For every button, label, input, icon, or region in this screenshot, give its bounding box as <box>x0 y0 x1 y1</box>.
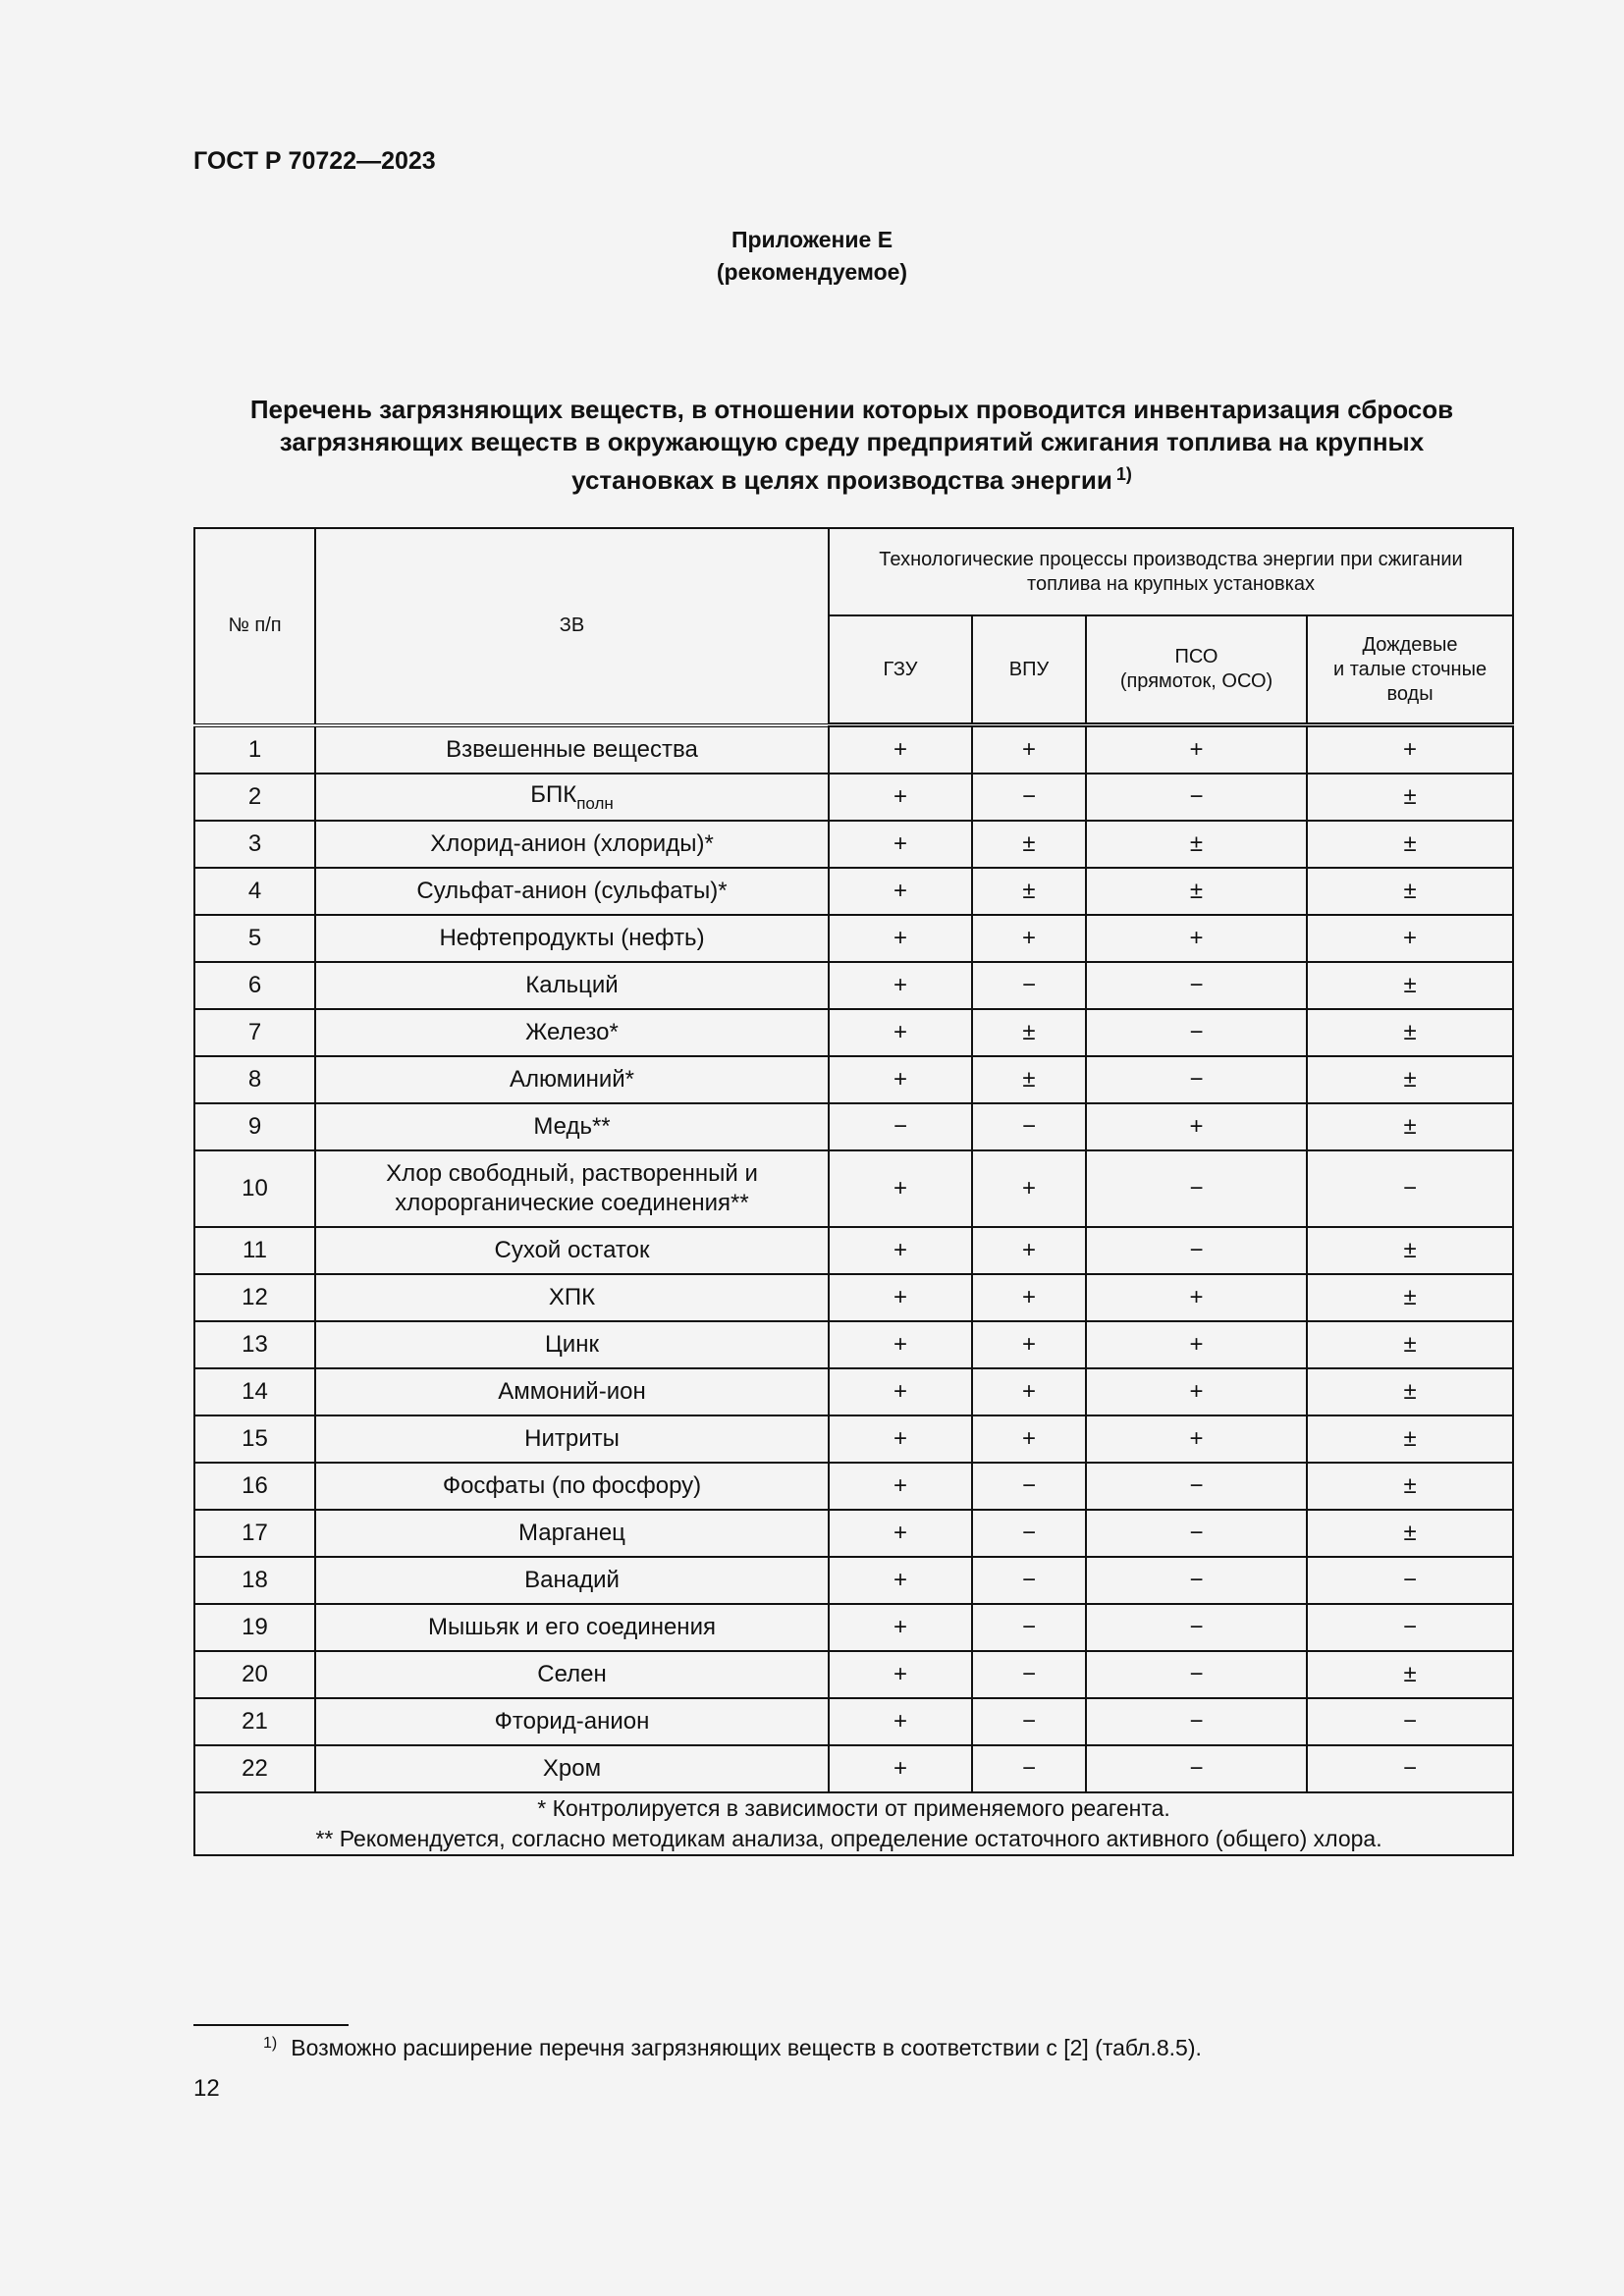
cell-rain: ± <box>1307 1415 1513 1463</box>
table-title <box>193 394 1510 497</box>
cell-rain: ± <box>1307 962 1513 1009</box>
cell-vpu: ± <box>972 821 1086 868</box>
cell-rain: ± <box>1307 821 1513 868</box>
row-number: 9 <box>194 1103 315 1150</box>
table-row <box>194 1604 1513 1651</box>
substance-name <box>315 1463 829 1510</box>
table-row <box>194 962 1513 1009</box>
cell-pso: − <box>1086 1557 1307 1604</box>
substance-name-text: Хлорид-анион (хлориды)* <box>430 830 714 857</box>
table-row <box>194 1368 1513 1415</box>
cell-rain: − <box>1307 1150 1513 1227</box>
footnote-text: Возможно расширение перечня загрязняющих веществ в соответствии с [2] (табл.8.5). <box>291 2035 1202 2060</box>
row-number: 12 <box>194 1274 315 1321</box>
notes-row <box>194 1792 1513 1855</box>
table-row <box>194 915 1513 962</box>
table-title-line: загрязняющих веществ в окружающую среду предприятий сжигания топлива на крупных <box>279 427 1425 456</box>
table-title-line-text: установках в целях производства энергии <box>571 465 1112 495</box>
substance-name <box>315 1745 829 1792</box>
cell-vpu: + <box>972 1227 1086 1274</box>
header-number: № п/п <box>194 528 315 725</box>
cell-vpu: − <box>972 1463 1086 1510</box>
cell-pso: − <box>1086 1651 1307 1698</box>
cell-vpu: − <box>972 774 1086 821</box>
table-row <box>194 868 1513 915</box>
cell-vpu: + <box>972 1415 1086 1463</box>
cell-gzu: + <box>829 1056 972 1103</box>
cell-pso: + <box>1086 1103 1307 1150</box>
row-number: 20 <box>194 1651 315 1698</box>
row-number: 5 <box>194 915 315 962</box>
table-row <box>194 1103 1513 1150</box>
cell-rain: − <box>1307 1745 1513 1792</box>
footnote-separator <box>193 2024 349 2026</box>
cell-pso: + <box>1086 1274 1307 1321</box>
cell-pso: − <box>1086 1698 1307 1745</box>
cell-rain: − <box>1307 1557 1513 1604</box>
cell-gzu: + <box>829 1604 972 1651</box>
table-row <box>194 774 1513 821</box>
table-row <box>194 1745 1513 1792</box>
cell-rain: ± <box>1307 1103 1513 1150</box>
row-number: 13 <box>194 1321 315 1368</box>
row-number: 19 <box>194 1604 315 1651</box>
substance-name <box>315 1698 829 1745</box>
substance-name <box>315 868 829 915</box>
substance-name <box>315 915 829 962</box>
substance-name <box>315 1227 829 1274</box>
cell-vpu: − <box>972 1745 1086 1792</box>
row-number: 3 <box>194 821 315 868</box>
substance-name-text: ХПК <box>548 1284 596 1310</box>
cell-pso: ± <box>1086 821 1307 868</box>
header-rain-line: и талые сточные <box>1332 658 1488 680</box>
table-notes <box>194 1792 1513 1855</box>
table-row <box>194 725 1513 774</box>
row-number: 7 <box>194 1009 315 1056</box>
cell-gzu: + <box>829 915 972 962</box>
substance-name <box>315 725 829 774</box>
row-number: 1 <box>194 725 315 774</box>
note-1: * Контролируется в зависимости от применяемого реагента. <box>537 1795 1170 1821</box>
table-row <box>194 1056 1513 1103</box>
substance-name <box>315 1604 829 1651</box>
cell-pso: − <box>1086 1745 1307 1792</box>
table-row <box>194 1150 1513 1227</box>
table-row <box>194 1227 1513 1274</box>
annex-heading <box>0 224 1624 289</box>
substance-name <box>315 1103 829 1150</box>
cell-gzu: + <box>829 725 972 774</box>
cell-rain: − <box>1307 1604 1513 1651</box>
header-process-group: Технологические процессы производства энергии при сжигании топлива на крупных установках <box>829 528 1513 615</box>
cell-gzu: + <box>829 1510 972 1557</box>
document-id: ГОСТ Р 70722—2023 <box>193 147 436 175</box>
cell-pso: − <box>1086 1227 1307 1274</box>
cell-rain: ± <box>1307 1510 1513 1557</box>
table-row <box>194 1463 1513 1510</box>
cell-gzu: + <box>829 821 972 868</box>
cell-pso: − <box>1086 1604 1307 1651</box>
footnote-mark: 1) <box>263 2035 278 2052</box>
substance-name-text: Селен <box>537 1661 607 1687</box>
row-number: 4 <box>194 868 315 915</box>
cell-vpu: − <box>972 1510 1086 1557</box>
cell-rain: ± <box>1307 1368 1513 1415</box>
substance-name-text: Железо* <box>525 1019 619 1045</box>
footnote <box>263 2035 1202 2061</box>
substance-name-text: Нитриты <box>524 1425 620 1452</box>
substance-name-text: Фосфаты (по фосфору) <box>442 1472 702 1499</box>
row-number: 15 <box>194 1415 315 1463</box>
table-row <box>194 1009 1513 1056</box>
row-number: 16 <box>194 1463 315 1510</box>
substance-name <box>315 1368 829 1415</box>
cell-rain: ± <box>1307 1463 1513 1510</box>
cell-vpu: + <box>972 1321 1086 1368</box>
cell-gzu: + <box>829 1368 972 1415</box>
annex-status: (рекомендуемое) <box>716 259 908 285</box>
substance-name <box>315 821 829 868</box>
cell-vpu: ± <box>972 1056 1086 1103</box>
cell-pso: − <box>1086 1056 1307 1103</box>
substance-name-text: хлорорганические соединения** <box>395 1190 749 1216</box>
substance-name-text: Ванадий <box>524 1567 620 1593</box>
cell-rain: ± <box>1307 1274 1513 1321</box>
cell-vpu: + <box>972 1368 1086 1415</box>
table-row <box>194 1651 1513 1698</box>
cell-gzu: + <box>829 774 972 821</box>
cell-pso: + <box>1086 1321 1307 1368</box>
pollutants-table <box>193 527 1514 1856</box>
header-rain <box>1307 615 1513 725</box>
substance-name <box>315 1321 829 1368</box>
substance-name <box>315 1415 829 1463</box>
cell-gzu: + <box>829 1557 972 1604</box>
cell-pso: + <box>1086 1368 1307 1415</box>
substance-name <box>315 1651 829 1698</box>
cell-pso: − <box>1086 1463 1307 1510</box>
cell-vpu: ± <box>972 868 1086 915</box>
substance-name <box>315 962 829 1009</box>
cell-rain: ± <box>1307 1321 1513 1368</box>
header-rain-line: Дождевые <box>1362 633 1458 656</box>
substance-name-text: Фторид-анион <box>494 1708 650 1735</box>
cell-pso: − <box>1086 962 1307 1009</box>
row-number: 11 <box>194 1227 315 1274</box>
cell-rain: ± <box>1307 1056 1513 1103</box>
row-number: 10 <box>194 1150 315 1227</box>
cell-vpu: + <box>972 1274 1086 1321</box>
substance-name-text: Кальций <box>525 972 619 998</box>
cell-gzu: + <box>829 962 972 1009</box>
cell-rain: + <box>1307 915 1513 962</box>
substance-name <box>315 774 829 821</box>
substance-name-text: Медь** <box>533 1113 611 1140</box>
cell-pso: ± <box>1086 868 1307 915</box>
cell-rain: ± <box>1307 1227 1513 1274</box>
substance-subscript: полн <box>576 793 614 813</box>
cell-gzu: + <box>829 1698 972 1745</box>
annex-title: Приложение Е <box>731 227 893 252</box>
cell-gzu: + <box>829 1227 972 1274</box>
note-2: ** Рекомендуется, согласно методикам анализа, определение остаточного активного (общего) хлора. <box>315 1826 1382 1851</box>
cell-vpu: ± <box>972 1009 1086 1056</box>
table-row <box>194 1510 1513 1557</box>
cell-pso: − <box>1086 1150 1307 1227</box>
substance-name-text: Взвешенные вещества <box>446 735 698 763</box>
row-number: 2 <box>194 774 315 821</box>
cell-gzu: + <box>829 1651 972 1698</box>
cell-gzu: + <box>829 868 972 915</box>
row-number: 22 <box>194 1745 315 1792</box>
cell-gzu: + <box>829 1745 972 1792</box>
row-number: 17 <box>194 1510 315 1557</box>
cell-rain: ± <box>1307 774 1513 821</box>
cell-vpu: − <box>972 1604 1086 1651</box>
header-pso-line: ПСО <box>1174 646 1218 667</box>
cell-gzu: + <box>829 1009 972 1056</box>
cell-gzu: + <box>829 1274 972 1321</box>
substance-name-text: Сульфат-анион (сульфаты)* <box>416 878 728 904</box>
row-number: 8 <box>194 1056 315 1103</box>
cell-gzu: + <box>829 1150 972 1227</box>
substance-name-text: Алюминий* <box>509 1066 635 1093</box>
cell-vpu: − <box>972 1557 1086 1604</box>
substance-name <box>315 1557 829 1604</box>
cell-vpu: − <box>972 1698 1086 1745</box>
substance-name-text: Нефтепродукты (нефть) <box>439 925 705 951</box>
substance-name-text: БПК <box>530 780 577 808</box>
substance-name <box>315 1510 829 1557</box>
header-substance: ЗВ <box>315 528 829 725</box>
cell-rain: ± <box>1307 1651 1513 1698</box>
cell-vpu: − <box>972 1651 1086 1698</box>
header-gzu: ГЗУ <box>829 615 972 725</box>
header-pso-line: (прямоток, ОСО) <box>1119 670 1273 692</box>
table-title-line: Перечень загрязняющих веществ, в отношении которых проводится инвентаризация сбросов <box>249 395 1454 424</box>
table-row <box>194 821 1513 868</box>
substance-name <box>315 1056 829 1103</box>
cell-gzu: + <box>829 1415 972 1463</box>
cell-gzu: − <box>829 1103 972 1150</box>
substance-name-text: Цинк <box>545 1331 599 1358</box>
cell-pso: + <box>1086 915 1307 962</box>
table-row <box>194 1698 1513 1745</box>
cell-vpu: + <box>972 725 1086 774</box>
cell-vpu: − <box>972 1103 1086 1150</box>
cell-rain: + <box>1307 725 1513 774</box>
row-number: 14 <box>194 1368 315 1415</box>
substance-name-text: Хлор свободный, растворенный и <box>386 1160 758 1187</box>
cell-pso: + <box>1086 725 1307 774</box>
substance-name <box>315 1274 829 1321</box>
footnote-reference[interactable]: 1) <box>1115 464 1132 484</box>
cell-pso: − <box>1086 1510 1307 1557</box>
substance-name-text: Сухой остаток <box>494 1237 650 1263</box>
table-row <box>194 1321 1513 1368</box>
cell-pso: + <box>1086 1415 1307 1463</box>
table-row <box>194 1557 1513 1604</box>
substance-name-text: Аммоний-ион <box>498 1378 646 1405</box>
cell-vpu: + <box>972 915 1086 962</box>
substance-name-text: Марганец <box>518 1520 625 1546</box>
row-number: 6 <box>194 962 315 1009</box>
substance-name <box>315 1150 829 1227</box>
cell-pso: − <box>1086 774 1307 821</box>
cell-gzu: + <box>829 1321 972 1368</box>
row-number: 18 <box>194 1557 315 1604</box>
cell-rain: ± <box>1307 1009 1513 1056</box>
header-pso <box>1086 615 1307 725</box>
substance-name <box>315 1009 829 1056</box>
cell-vpu: − <box>972 962 1086 1009</box>
cell-rain: ± <box>1307 868 1513 915</box>
cell-gzu: + <box>829 1463 972 1510</box>
cell-rain: − <box>1307 1698 1513 1745</box>
row-number: 21 <box>194 1698 315 1745</box>
cell-pso: − <box>1086 1009 1307 1056</box>
cell-vpu: + <box>972 1150 1086 1227</box>
substance-name-text: Мышьяк и его соединения <box>428 1614 716 1640</box>
substance-name-text: Хром <box>542 1755 602 1782</box>
header-rain-line: воды <box>1386 682 1434 705</box>
header-row <box>194 528 1513 615</box>
table-title-line <box>193 458 1510 497</box>
table-row <box>194 1415 1513 1463</box>
table-row <box>194 1274 1513 1321</box>
page-number: 12 <box>193 2075 220 2102</box>
header-vpu: ВПУ <box>972 615 1086 725</box>
